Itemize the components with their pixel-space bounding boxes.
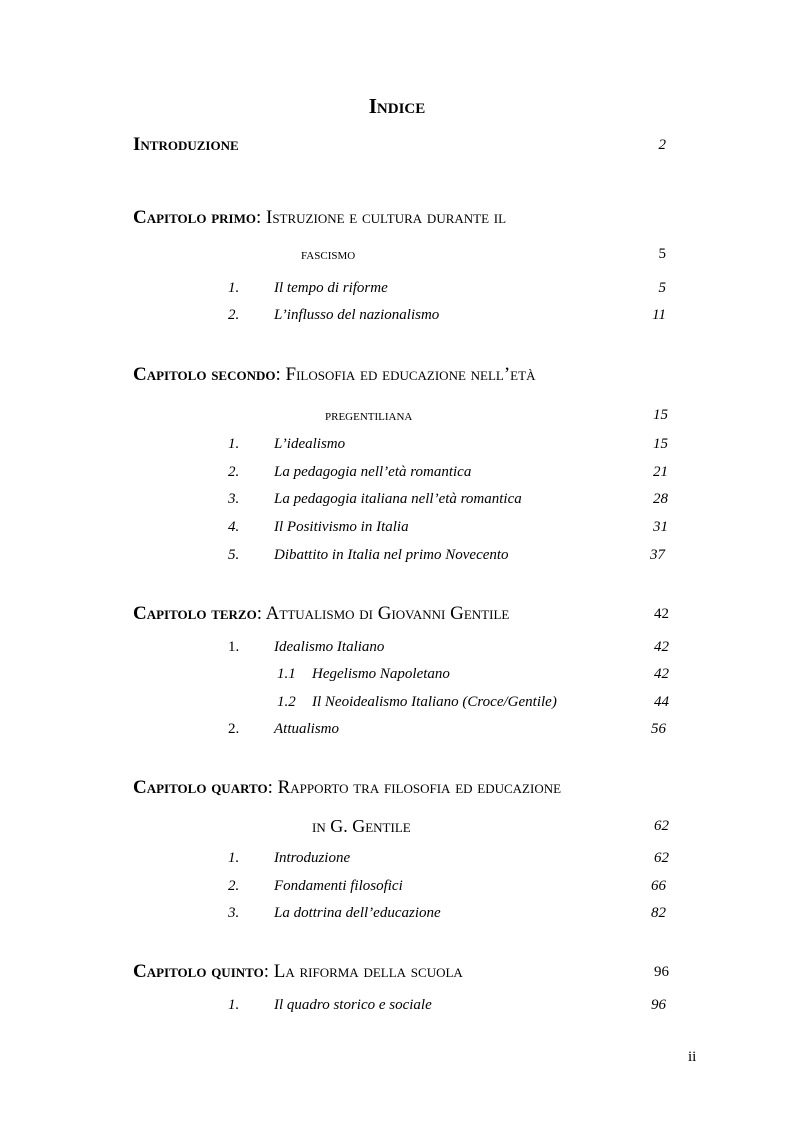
toc-item-page: 37: [650, 547, 665, 563]
toc-item-page: 5: [658, 280, 666, 296]
toc-item-text: La pedagogia nell’età romantica: [274, 464, 472, 480]
toc-item-num: 1.: [228, 997, 240, 1013]
toc-item-text: Dibattito in Italia nel primo Novecento: [274, 547, 509, 563]
toc-item-page: 15: [653, 436, 668, 452]
toc-item-num: 3.: [228, 905, 240, 921]
toc-item-text: La pedagogia italiana nell’età romantica: [274, 491, 522, 507]
toc-item-page: 66: [651, 878, 666, 894]
toc-item-page: 96: [651, 997, 666, 1013]
toc-item-num: 4.: [228, 519, 240, 535]
toc-subitem-num: 1.2: [277, 694, 296, 710]
chapter-4-label: Capitolo quarto: [133, 777, 268, 798]
chapter-3-title: : Attualismo di Giovanni Gentile: [256, 603, 510, 624]
toc-title: Indice: [368, 94, 426, 118]
chapter-3-heading: [133, 604, 509, 623]
toc-item-num: 2.: [228, 307, 240, 323]
toc-entry-introduzione: [133, 135, 239, 154]
chapter-3-label: Capitolo terzo: [133, 603, 257, 624]
chapter-4-heading: [133, 778, 561, 797]
chapter-4-title-cont: in G. Gentile: [312, 816, 411, 836]
toc-item-page: 42: [654, 639, 669, 655]
toc-item-page: 56: [651, 721, 666, 737]
chapter-5-title: : La riforma della scuola: [263, 961, 463, 982]
chapter-2-title: : Filosofia ed educazione nell’età: [275, 364, 536, 385]
toc-item-text: Il Positivismo in Italia: [274, 519, 409, 535]
toc-item-page: 44: [654, 694, 669, 710]
chapter-2-label: Capitolo secondo: [133, 364, 276, 385]
toc-item-text: Idealismo Italiano: [274, 639, 385, 655]
toc-item-num: 2.: [228, 464, 240, 480]
toc-item-page: 21: [653, 464, 668, 480]
toc-item-page: 62: [654, 850, 669, 866]
toc-item-text: L’influsso del nazionalismo: [274, 307, 440, 323]
toc-item-text: La dottrina dell’educazione: [274, 905, 441, 921]
chapter-4-page: 62: [654, 818, 669, 834]
chapter-2-title-cont: pregentiliana: [325, 407, 413, 424]
toc-item-page: 31: [653, 519, 668, 535]
toc-item-page: 28: [653, 491, 668, 507]
toc-subitem-text: Hegelismo Napoletano: [312, 666, 450, 682]
chapter-5-page: 96: [654, 964, 669, 980]
toc-subitem-num: 1.1: [277, 666, 296, 682]
toc-item-text: Attualismo: [274, 721, 340, 737]
intro-label: Introduzione: [133, 134, 239, 155]
toc-item-num: 1.: [228, 280, 240, 296]
toc-item-num: 2.: [228, 721, 240, 737]
chapter-1-page: 5: [658, 246, 666, 262]
toc-item-num: 5.: [228, 547, 240, 563]
chapter-1-title-cont: fascismo: [301, 246, 356, 263]
chapter-1-heading: [133, 208, 506, 227]
page-number: ii: [688, 1049, 697, 1065]
intro-page: 2: [658, 137, 666, 153]
toc-item-text: Il quadro storico e sociale: [274, 997, 432, 1013]
chapter-3-page: 42: [654, 606, 669, 622]
chapter-1-label: Capitolo primo: [133, 207, 256, 228]
toc-item-num: 1.: [228, 436, 240, 452]
chapter-2-page: 15: [653, 407, 668, 423]
toc-item-page: 42: [654, 666, 669, 682]
toc-item-text: Il tempo di riforme: [274, 280, 388, 296]
toc-item-num: 1.: [228, 639, 240, 655]
toc-item-page: 82: [651, 905, 666, 921]
toc-subitem-text: Il Neoidealismo Italiano (Croce/Gentile): [312, 694, 557, 710]
toc-item-text: Fondamenti filosofici: [274, 878, 403, 894]
chapter-4-title: : Rapporto tra filosofia ed educazione: [267, 777, 562, 798]
toc-item-num: 2.: [228, 878, 240, 894]
chapter-5-heading: [133, 962, 463, 981]
chapter-5-label: Capitolo quinto: [133, 961, 264, 982]
toc-item-page: 11: [652, 307, 666, 323]
chapter-1-title: : Istruzione e cultura durante il: [255, 207, 507, 228]
toc-item-num: 3.: [228, 491, 240, 507]
toc-item-num: 1.: [228, 850, 240, 866]
chapter-2-heading: [133, 365, 535, 384]
toc-item-text: Introduzione: [274, 850, 351, 866]
toc-item-text: L’idealismo: [274, 436, 346, 452]
